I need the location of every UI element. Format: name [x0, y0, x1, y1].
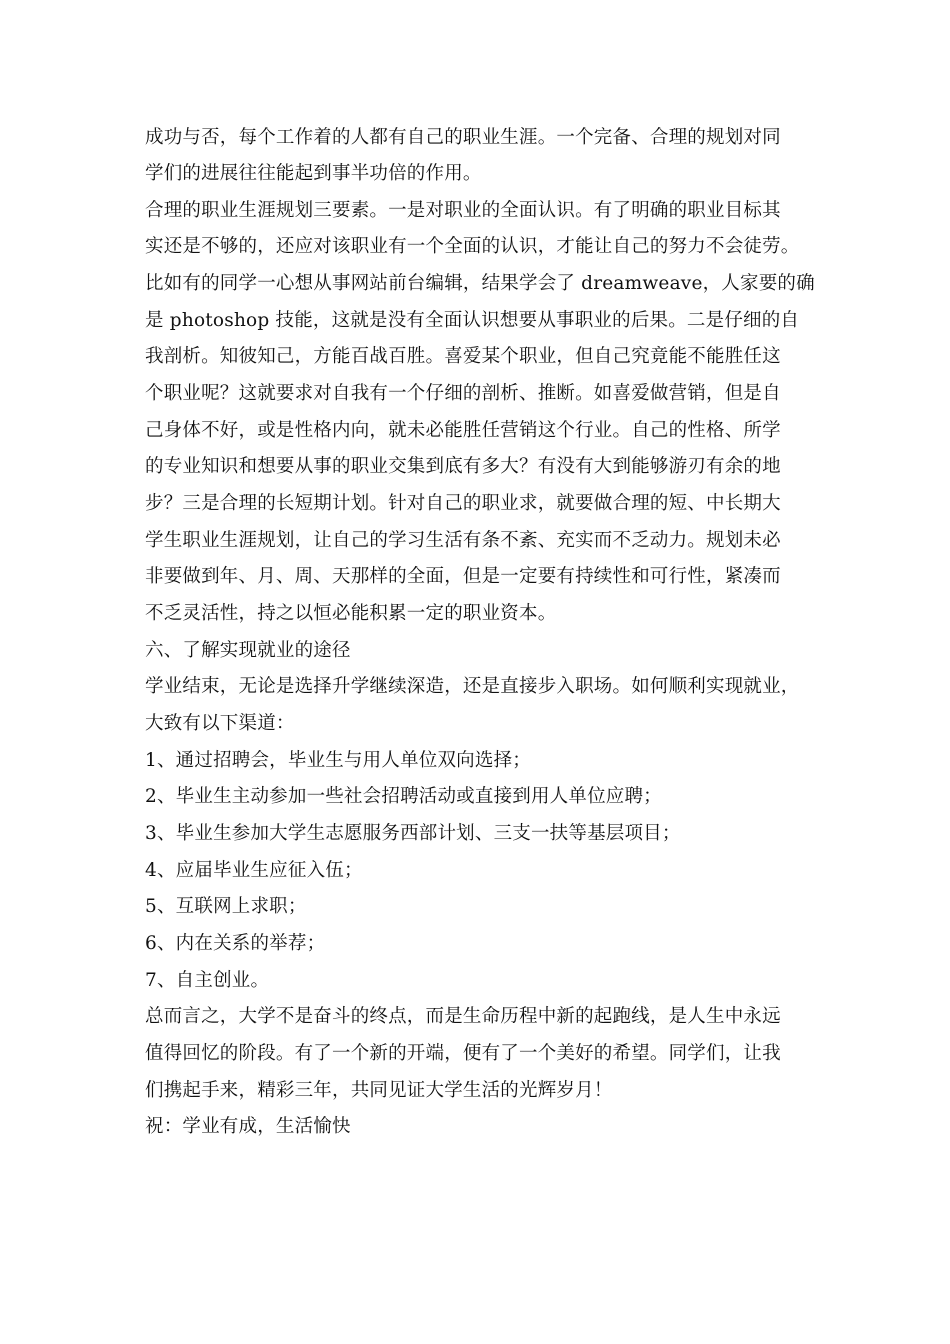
text-line: 己身体不好，或是性格内向，就未必能胜任营销这个行业。自己的性格、所学 [145, 420, 781, 441]
text-line: 是 photoshop 技能，这就是没有全面认识想要从事职业的后果。二是仔细的自 [145, 310, 800, 331]
text-line: 非要做到年、月、周、天那样的全面，但是一定要有持续性和可行性，紧凑而 [145, 566, 781, 587]
text-line: 成功与否，每个工作着的人都有自己的职业生涯。一个完备、合理的规划对同 [145, 127, 781, 148]
list-item: 5、互联网上求职； [145, 896, 307, 917]
text-line: 不乏灵活性，持之以恒必能积累一定的职业资本。 [145, 603, 557, 624]
list-item: 4、应届毕业生应征入伍； [145, 860, 363, 881]
text-line: 学生职业生涯规划，让自己的学习生活有条不紊、充实而不乏动力。规划未必 [145, 530, 781, 551]
text-line: 们携起手来，精彩三年，共同见证大学生活的光辉岁月！ [145, 1080, 613, 1101]
text-line: 学业结束，无论是选择升学继续深造，还是直接步入职场。如何顺利实现就业， [145, 676, 800, 697]
text-line: 比如有的同学一心想从事网站前台编辑，结果学会了 dreamweave，人家要的确 [145, 273, 815, 294]
text-line: 步？三是合理的长短期计划。针对自己的职业求，就要做合理的短、中长期大 [145, 493, 781, 514]
text-line: 总而言之，大学不是奋斗的终点，而是生命历程中新的起跑线，是人生中永远 [145, 1006, 781, 1027]
text-line: 学们的进展往往能起到事半功倍的作用。 [145, 163, 482, 184]
list-item: 2、毕业生主动参加一些社会招聘活动或直接到用人单位应聘； [145, 786, 662, 807]
closing-line: 祝：学业有成，生活愉快 [145, 1116, 351, 1137]
list-item: 6、内在关系的举荐； [145, 933, 326, 954]
text-line: 大致有以下渠道： [145, 713, 295, 734]
text-line: 个职业呢？这就要求对自我有一个仔细的剖析、推断。如喜爱做营销，但是自 [145, 383, 781, 404]
list-item: 1、通过招聘会，毕业生与用人单位双向选择； [145, 750, 531, 771]
text-line: 的专业知识和想要从事的职业交集到底有多大？有没有大到能够游刃有余的地 [145, 456, 781, 477]
text-line: 值得回忆的阶段。有了一个新的开端，便有了一个美好的希望。同学们，让我 [145, 1043, 781, 1064]
text-line: 我剖析。知彼知己，方能百战百胜。喜爱某个职业，但自己究竟能不能胜任这 [145, 346, 781, 367]
list-item: 3、毕业生参加大学生志愿服务西部计划、三支一扶等基层项目； [145, 823, 681, 844]
text-line: 实还是不够的，还应对该职业有一个全面的认识，才能让自己的努力不会徒劳。 [145, 236, 800, 257]
list-item: 7、自主创业。 [145, 970, 270, 991]
section-heading: 六、了解实现就业的途径 [145, 640, 351, 661]
text-line: 合理的职业生涯规划三要素。一是对职业的全面认识。有了明确的职业目标其 [145, 200, 781, 221]
